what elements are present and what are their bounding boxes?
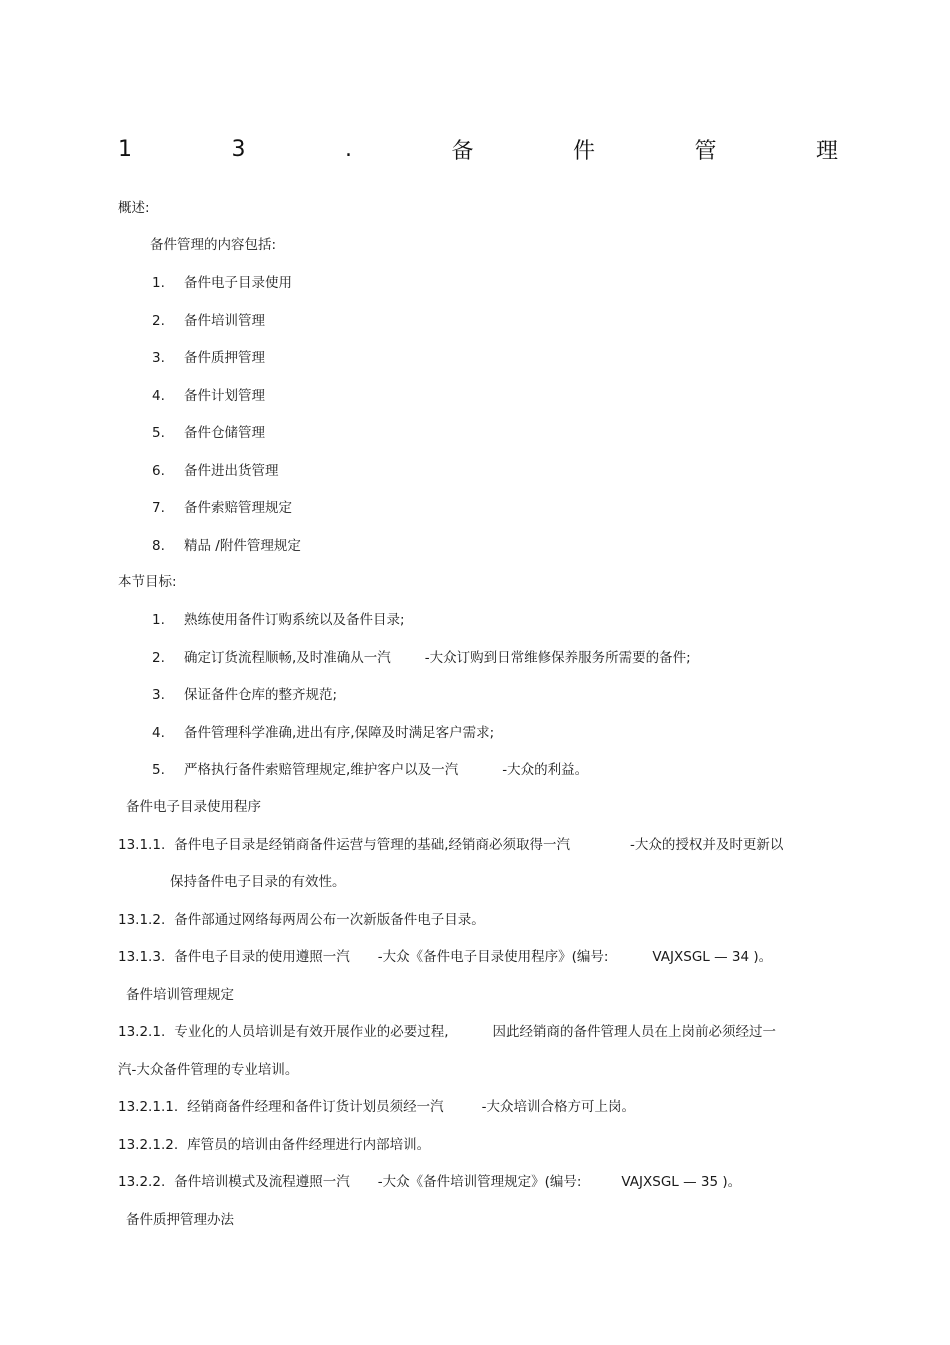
clause-text: -大众《备件培训管理规定》(编号: <box>377 1174 582 1190</box>
objective-item <box>152 610 405 630</box>
list-text: 确定订货流程顺畅,及时准确从一汽 <box>184 650 391 666</box>
clause-number: 13.1.1. <box>118 837 166 853</box>
clause-number: 13.2.1.1. <box>118 1099 179 1115</box>
page-title <box>118 132 838 166</box>
clause-13-2-1-2 <box>118 1135 430 1155</box>
clause-text: 备件电子目录是经销商备件运营与管理的基础,经销商必须取得一汽 <box>174 837 571 853</box>
objective-item <box>152 723 494 743</box>
list-number: 3. <box>152 350 165 366</box>
clause-text: 备件部通过网络每两周公布一次新版备件电子目录。 <box>174 912 485 928</box>
list-text: 严格执行备件索赔管理规定,维护客户以及一汽 <box>184 762 459 778</box>
clause-number: 13.1.3. <box>118 949 166 965</box>
clause-text: 专业化的人员培训是有效开展作业的必要过程, <box>174 1024 449 1040</box>
list-text: 备件计划管理 <box>184 388 265 404</box>
section-heading: 备件培训管理规定 <box>126 987 234 1003</box>
list-text: 备件管理科学准确,进出有序,保障及时满足客户需求; <box>184 725 495 741</box>
clause-13-1-1 <box>118 835 783 855</box>
clause-number: 13.2.2. <box>118 1174 166 1190</box>
list-number: 5. <box>152 762 165 778</box>
list-text: 备件电子目录使用 <box>184 275 292 291</box>
list-text: 备件索赔管理规定 <box>184 500 292 516</box>
title-char: 备 <box>451 138 474 164</box>
overview-item <box>152 461 279 481</box>
title-char: . <box>344 136 352 162</box>
clause-text: 备件培训模式及流程遵照一汽 <box>174 1174 350 1190</box>
clause-text: -大众的授权并及时更新以 <box>630 837 784 853</box>
clause-continuation: 保持备件电子目录的有效性。 <box>170 874 346 890</box>
list-text: 熟练使用备件订购系统以及备件目录; <box>184 612 405 628</box>
list-text: -大众订购到日常维修保养服务所需要的备件; <box>424 650 691 666</box>
objectives-heading: 本节目标: <box>118 574 177 590</box>
objective-item <box>152 760 588 780</box>
overview-item <box>152 386 265 406</box>
list-text: 备件仓储管理 <box>184 425 265 441</box>
clause-text: 备件电子目录的使用遵照一汽 <box>174 949 350 965</box>
list-text: 备件培训管理 <box>184 313 265 329</box>
list-number: 2. <box>152 650 165 666</box>
clause-continuation: 汽-大众备件管理的专业培训。 <box>118 1062 299 1078</box>
objective-item <box>152 648 691 668</box>
list-number: 4. <box>152 725 165 741</box>
list-number: 1. <box>152 275 165 291</box>
list-text: 备件质押管理 <box>184 350 265 366</box>
clause-text: -大众培训合格方可上岗。 <box>481 1099 635 1115</box>
clause-number: 13.1.2. <box>118 912 166 928</box>
clause-code: VAJXSGL — 34 )。 <box>652 949 773 965</box>
overview-item <box>152 311 265 331</box>
list-text: 保证备件仓库的整齐规范; <box>184 687 338 703</box>
list-number: 2. <box>152 313 165 329</box>
list-number: 6. <box>152 463 165 479</box>
clause-13-1-3 <box>118 947 772 967</box>
clause-text: 因此经销商的备件管理人员在上岗前必须经过一 <box>492 1024 777 1040</box>
clause-code: VAJXSGL — 35 )。 <box>621 1174 742 1190</box>
overview-item <box>152 273 292 293</box>
title-char: 1 <box>118 136 132 162</box>
clause-13-2-2 <box>118 1172 741 1192</box>
title-char: 件 <box>572 138 595 164</box>
section-heading: 备件电子目录使用程序 <box>126 799 261 815</box>
overview-item <box>152 498 292 518</box>
title-char: 管 <box>694 138 717 164</box>
list-text: -大众的利益。 <box>502 762 589 778</box>
overview-heading: 概述: <box>118 200 150 216</box>
clause-number: 13.2.1. <box>118 1024 166 1040</box>
clause-text: 库管员的培训由备件经理进行内部培训。 <box>187 1137 431 1153</box>
clause-text: -大众《备件电子目录使用程序》(编号: <box>377 949 609 965</box>
objective-item <box>152 685 337 705</box>
clause-13-2-1-1 <box>118 1097 635 1117</box>
list-number: 5. <box>152 425 165 441</box>
section-heading: 备件质押管理办法 <box>126 1212 234 1228</box>
list-number: 3. <box>152 687 165 703</box>
title-char: 理 <box>815 138 838 164</box>
clause-13-1-2 <box>118 910 485 930</box>
list-number: 1. <box>152 612 165 628</box>
list-number: 4. <box>152 388 165 404</box>
clause-number: 13.2.1.2. <box>118 1137 179 1153</box>
overview-item <box>152 348 265 368</box>
clause-text: 经销商备件经理和备件订货计划员须经一汽 <box>187 1099 444 1115</box>
list-number: 8. <box>152 538 165 554</box>
list-text: 精品 /附件管理规定 <box>184 538 301 554</box>
overview-item <box>152 423 265 443</box>
overview-intro: 备件管理的内容包括: <box>150 237 277 253</box>
overview-item <box>152 536 301 556</box>
list-text: 备件进出货管理 <box>184 463 279 479</box>
title-char: 3 <box>231 136 246 162</box>
clause-13-2-1 <box>118 1022 776 1042</box>
list-number: 7. <box>152 500 165 516</box>
